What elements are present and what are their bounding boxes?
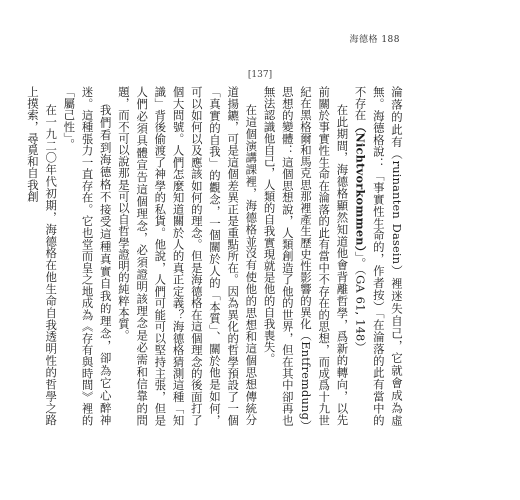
text-run: 在這個演講課裡，海德格並沒有使他的思想和這個思想傳統分道揚鑣，可是這個差異正是重點所在。因為異化的哲學預設了一個「真實的自我」的觀念，一個關於人的「本質」、關於他是如何，可以如何以及應該如何的理念。但是海德格在這個理念的後面打了個大問號。人們怎麼知道關於人的真正定義？海德格猜測這種「知識」背後偷渡了神學的私貨。他說，人們可能可以堅持主張，但是人們必須具體宣告這個理念，必須證明該理念是必需和信靠的問題，而不可以說那是可以自哲學證明的純粹本質。 [116, 86, 259, 426]
running-head: 海德格 188 [349, 35, 400, 45]
text-run: 淪落的此有（ [390, 86, 404, 161]
body-text [25, 86, 406, 426]
emphasized-phrase: （Nichtvorkommen） [353, 120, 368, 252]
text-run: ） [353, 341, 368, 354]
text-run: ）裡迷失自己，它就會成為虛無。海德格說：「事實性生命的，作者按）「在淪落的此有當中的不存在 [353, 86, 404, 426]
text-run: GA 61, 148 [353, 275, 368, 342]
page-marker: [137] [247, 70, 273, 80]
text-run: 在一九二〇年代初期，海德格在他生命自我透明性的哲學之路上摸索，尋覓和自我創 [25, 86, 59, 426]
paragraph [351, 86, 406, 426]
text-run: 在此期間，海德格顯然知道他會背離哲學，爲新的轉向，以先前關於事實性生命在淪落的此有當中不存在的思想，而成爲十九世紀在黑格爾和馬克思那裡產生歷史性影響的異化（Entfremdung）思想的變體：這個思想說，人類創造了他的世界，但在其中卻再也無法認識他自己，人類的自我實現就是他的自我喪失。 [262, 86, 350, 426]
paragraph [260, 86, 351, 426]
paragraph [24, 86, 60, 426]
paragraph [115, 86, 261, 426]
text-run: 我們看到海德格不接受這種真實自我的理念，卻為它心醉神迷。這種張力一直存在。它也堂而皇之地成為《存有與時間》裡的「屬己性」。 [62, 86, 113, 426]
text-run: ruinanten Dasein [390, 160, 404, 265]
paragraph [60, 86, 115, 426]
text-run: 」。（ [353, 251, 368, 276]
